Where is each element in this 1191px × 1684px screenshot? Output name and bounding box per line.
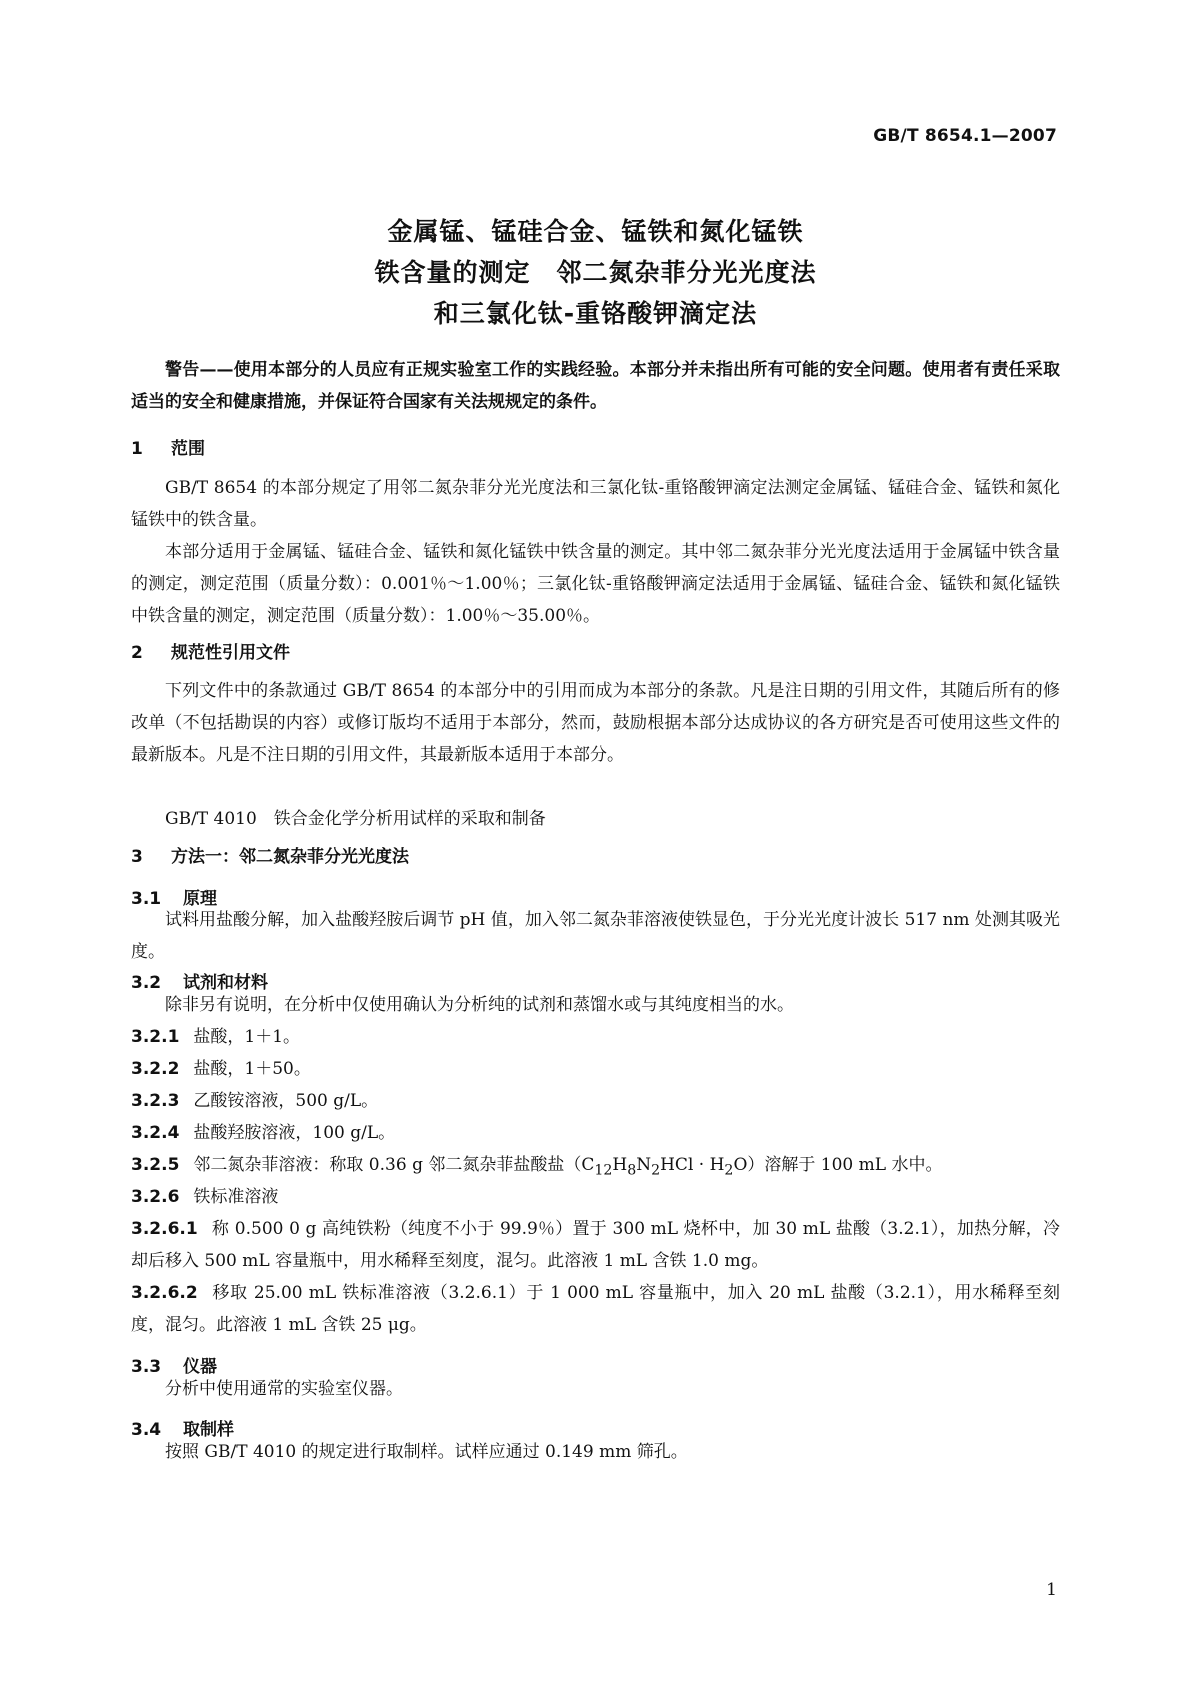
standard-code: GB/T 8654.1—2007 — [873, 126, 1057, 146]
subsection-number: 3.3 — [131, 1357, 162, 1377]
section-1-heading — [131, 434, 205, 459]
clause-3-2-3 — [131, 1085, 1060, 1117]
subsection-title: 仪器 — [183, 1357, 217, 1377]
normative-reference: GB/T 4010 铁合金化学分析用试样的采取和制备 — [165, 809, 546, 829]
title-line-3: 和三氯化钛-重铬酸钾滴定法 — [433, 299, 758, 328]
clause-text: 盐酸，1＋50。 — [193, 1059, 311, 1079]
clause-3-2-4 — [131, 1117, 1060, 1149]
warning-paragraph: 警告——使用本部分的人员应有正规实验室工作的实践经验。本部分并未指出所有可能的安全问题。使用者有责任采取适当的安全和健康措施，并保证符合国家有关法规规定的条件。 — [131, 360, 1060, 412]
clause-text: 称 0.500 0 g 高纯铁粉（纯度不小于 99.9％）置于 300 mL 烧杯中，加 30 mL 盐酸（3.2.1），加热分解，冷却后移入 500 mL 容量瓶中，用水稀释至刻度，混匀。此溶液 1 mL 含铁 1.0 mg。 — [131, 1219, 1060, 1271]
clause-3-2-1 — [131, 1021, 1060, 1053]
clause-text: 盐酸羟胺溶液，100 g/L。 — [193, 1123, 396, 1143]
subsection-3-4-text: 按照 GB/T 4010 的规定进行取制样。试样应通过 0.149 mm 筛孔。 — [165, 1442, 688, 1462]
section-number: 3 — [131, 847, 143, 867]
clause-number: 3.2.6.2 — [131, 1283, 198, 1303]
clause-number: 3.2.2 — [131, 1059, 180, 1079]
clause-3-2-6-2 — [131, 1277, 1060, 1341]
clause-number: 3.2.1 — [131, 1027, 180, 1047]
section-title: 方法一：邻二氮杂菲分光光度法 — [171, 847, 409, 867]
section-title: 规范性引用文件 — [171, 643, 290, 663]
clause-text: 盐酸，1＋1。 — [193, 1027, 301, 1047]
clause-number: 3.2.5 — [131, 1155, 180, 1175]
clause-text: 铁标准溶液 — [193, 1187, 279, 1207]
clause-3-2-2 — [131, 1053, 1060, 1085]
clause-3-2-6 — [131, 1181, 1060, 1213]
subsection-title: 试剂和材料 — [183, 973, 268, 993]
subsection-number: 3.1 — [131, 889, 162, 909]
page-number: 1 — [1046, 1580, 1057, 1600]
subsection-title: 原理 — [183, 889, 217, 909]
clause-text: 移取 25.00 mL 铁标准溶液（3.2.6.1）于 1 000 mL 容量瓶中，加入 20 mL 盐酸（3.2.1），用水稀释至刻度，混匀。此溶液 1 mL 含铁 25 μg。 — [131, 1283, 1060, 1335]
clause-text: 乙酸铵溶液，500 g/L。 — [193, 1091, 379, 1111]
subsection-number: 3.4 — [131, 1420, 162, 1440]
subsection-3-1-text: 试料用盐酸分解，加入盐酸羟胺后调节 pH 值，加入邻二氮杂菲溶液使铁显色，于分光光度计波长 517 nm 处测其吸光度。 — [131, 910, 1060, 962]
subsection-number: 3.2 — [131, 973, 162, 993]
clause-number: 3.2.4 — [131, 1123, 180, 1143]
title-line-2: 铁含量的测定 邻二氮杂菲分光光度法 — [374, 258, 817, 287]
section-2-heading — [131, 638, 290, 663]
section-3-heading — [131, 842, 409, 867]
clause-number: 3.2.3 — [131, 1091, 180, 1111]
title-line-1: 金属锰、锰硅合金、锰铁和氮化锰铁 — [387, 217, 804, 246]
subsection-3-2-text: 除非另有说明，在分析中仅使用确认为分析纯的试剂和蒸馏水或与其纯度相当的水。 — [165, 995, 794, 1015]
clause-3-2-6-1 — [131, 1213, 1060, 1277]
section-2-paragraph-1: 下列文件中的条款通过 GB/T 8654 的本部分中的引用而成为本部分的条款。凡是注日期的引用文件，其随后所有的修改单（不包括勘误的内容）或修订版均不适用于本部分，然而，鼓励根据本部分达成协议的各方研究是否可使用这些文件的最新版本。凡是不注日期的引用文件，其最新版本适用于本部分。 — [131, 681, 1060, 765]
section-1-paragraph-2: 本部分适用于金属锰、锰硅合金、锰铁和氮化锰铁中铁含量的测定。其中邻二氮杂菲分光光度法适用于金属锰中铁含量的测定，测定范围（质量分数）：0.001％～1.00％；三氯化钛-重铬酸钾滴定法适用于金属锰、锰硅合金、锰铁和氮化锰铁中铁含量的测定，测定范围（质量分数）：1.00％～35.00％。 — [131, 542, 1060, 626]
section-1-paragraph-1: GB/T 8654 的本部分规定了用邻二氮杂菲分光光度法和三氯化钛-重铬酸钾滴定法测定金属锰、锰硅合金、锰铁和氮化锰铁中的铁含量。 — [131, 478, 1060, 530]
subsection-title: 取制样 — [183, 1420, 234, 1440]
clause-text: 邻二氮杂菲溶液：称取 0.36 g 邻二氮杂菲盐酸盐$(C_{12}H_8N_2HCl \cdot H_2O)$溶解于 100 mL 水中。 — [193, 1155, 943, 1179]
clause-number: 3.2.6.1 — [131, 1219, 198, 1239]
section-number: 1 — [131, 439, 143, 459]
section-number: 2 — [131, 643, 143, 663]
clause-number: 3.2.6 — [131, 1187, 180, 1207]
section-title: 范围 — [171, 439, 205, 459]
subsection-3-3-text: 分析中使用通常的实验室仪器。 — [165, 1379, 403, 1399]
